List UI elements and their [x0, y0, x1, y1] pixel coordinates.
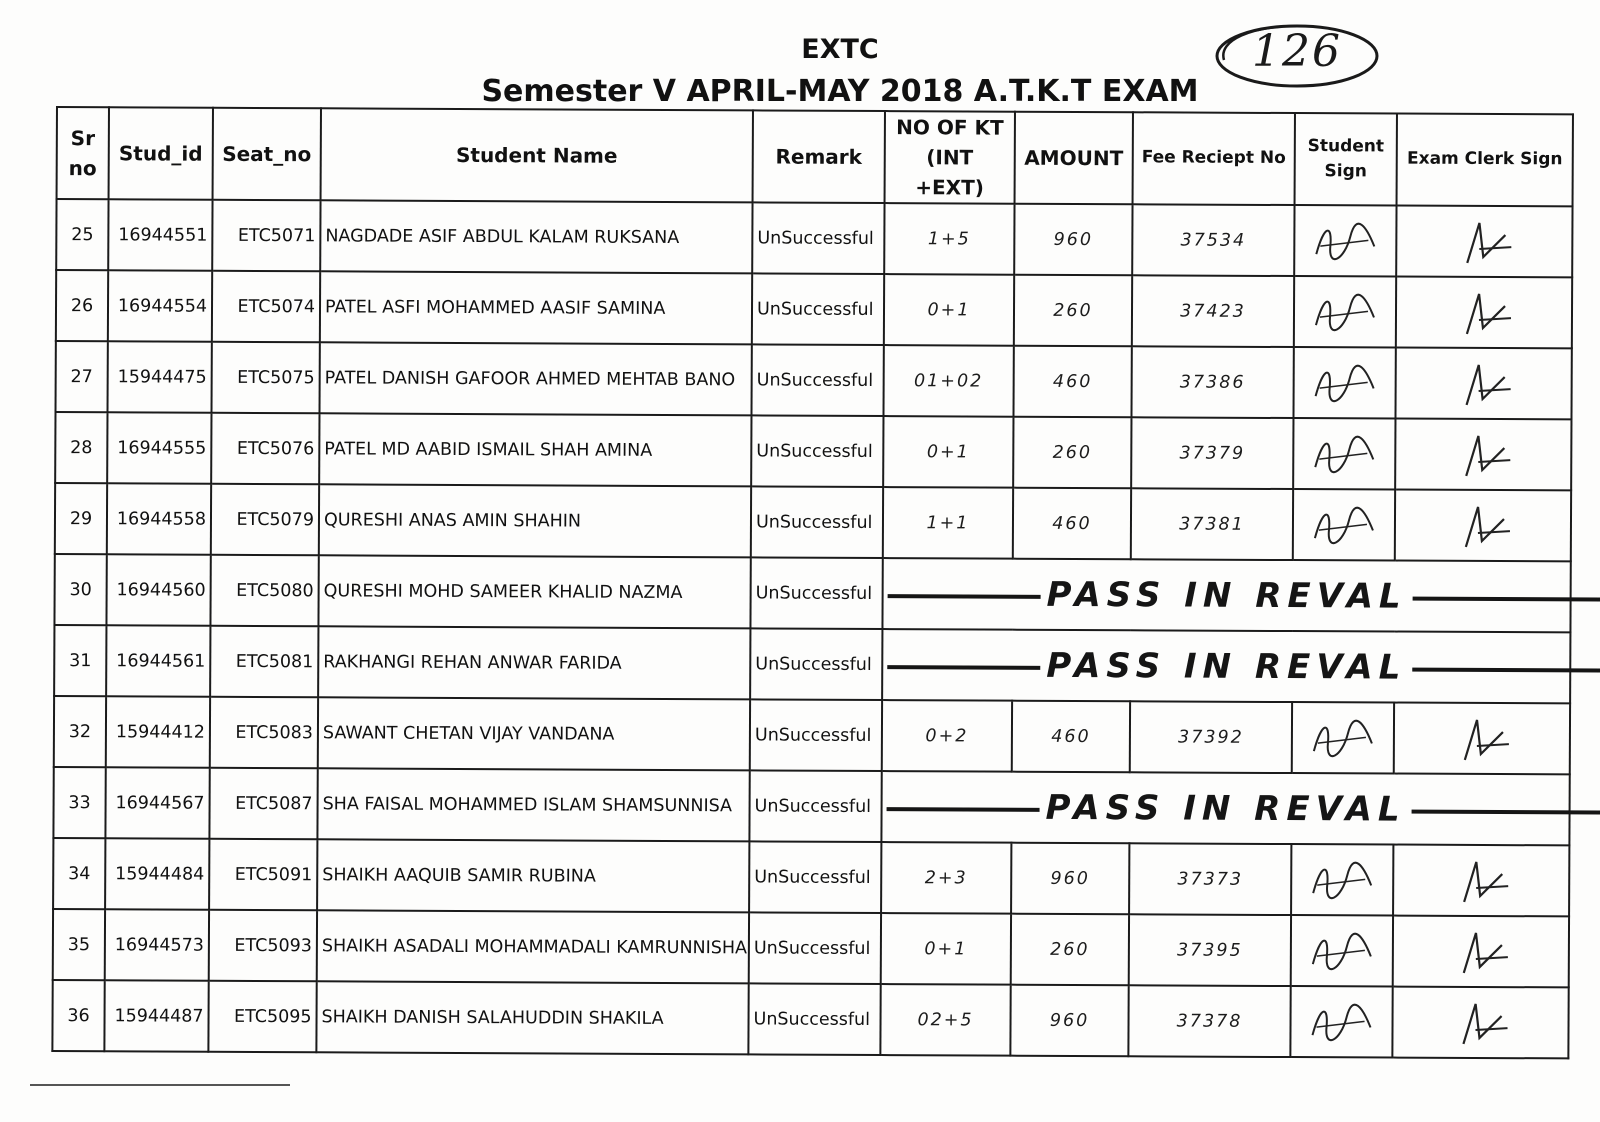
student-signature-icon — [1310, 231, 1380, 251]
sr-no-cell: 32 — [54, 696, 106, 767]
seat-no-cell: ETC5095 — [208, 981, 316, 1053]
amount-cell: 260 — [1013, 417, 1131, 489]
seat-no-cell: ETC5087 — [209, 768, 317, 840]
stud-id-cell: 16944554 — [108, 270, 212, 342]
clerk-signature-cell — [1396, 206, 1572, 278]
fee-receipt-cell: 37392 — [1130, 701, 1292, 773]
seat-no-cell: ETC5076 — [211, 413, 319, 485]
sr-no-cell: 31 — [54, 625, 106, 696]
kt-count-cell: 01+02 — [883, 345, 1013, 417]
seat-no-cell: ETC5091 — [209, 839, 317, 911]
table-row — [55, 483, 1571, 561]
student-signature-icon — [1306, 1012, 1376, 1032]
remark-cell: UnSuccessful — [752, 273, 884, 345]
reval-note: PASS IN REVAL — [1039, 787, 1411, 829]
seat-no-cell: ETC5093 — [209, 910, 317, 982]
student-signature-cell — [1292, 702, 1394, 773]
col-remark: Remark — [753, 110, 885, 203]
remark-cell: UnSuccessful — [749, 841, 881, 913]
kt-count-cell: 1+1 — [883, 487, 1013, 559]
student-name-cell: RAKHANGI REHAN ANWAR FARIDA — [318, 626, 750, 699]
reval-note-cell — [882, 558, 1570, 632]
stud-id-cell: 16944558 — [107, 483, 211, 555]
sr-no-cell: 36 — [52, 980, 104, 1051]
remark-cell: UnSuccessful — [751, 415, 883, 487]
col-amount: AMOUNT — [1015, 112, 1133, 205]
stud-id-cell: 15944475 — [108, 341, 212, 413]
student-name-cell: PATEL ASFI MOHAMMED AASIF SAMINA — [320, 271, 752, 344]
stud-id-cell: 16944560 — [106, 554, 210, 626]
col-student-sign: Student Sign — [1295, 113, 1397, 205]
table-row — [53, 909, 1569, 987]
page-number-mark — [1212, 20, 1382, 90]
student-name-cell: SHAIKH AAQUIB SAMIR RUBINA — [317, 839, 749, 912]
student-signature-icon — [1310, 302, 1380, 322]
reval-note-cell — [882, 629, 1570, 703]
student-signature-icon — [1307, 941, 1377, 961]
clerk-signature-cell — [1395, 490, 1571, 562]
stud-id-cell: 16944567 — [105, 767, 209, 839]
exam-title: Semester V APRIL-MAY 2018 A.T.K.T EXAM — [481, 74, 1199, 109]
amount-cell: 260 — [1011, 914, 1129, 986]
sr-no-cell: 30 — [54, 554, 106, 625]
fee-receipt-cell: 37423 — [1132, 275, 1294, 347]
student-name-cell: SHAIKH DANISH SALAHUDDIN SHAKILA — [316, 981, 748, 1054]
seat-no-cell: ETC5083 — [210, 697, 318, 769]
stud-id-cell: 16944561 — [106, 625, 210, 697]
remark-cell: UnSuccessful — [750, 557, 882, 629]
student-name-cell: QURESHI ANAS AMIN SHAHIN — [319, 484, 751, 557]
remark-cell: UnSuccessful — [751, 344, 883, 416]
clerk-signature-cell — [1392, 987, 1568, 1059]
roster-body — [52, 199, 1572, 1058]
stud-id-cell: 15944412 — [106, 696, 210, 768]
col-no-of-kt: NO OF KT (INT +EXT) — [885, 111, 1015, 204]
sr-no-cell: 25 — [56, 199, 108, 270]
sr-no-cell: 29 — [55, 483, 107, 554]
kt-count-cell: 0+1 — [884, 274, 1014, 346]
reval-note: PASS IN REVAL — [1040, 574, 1412, 616]
fee-receipt-cell: 37534 — [1132, 204, 1294, 276]
clerk-signature-icon — [1446, 870, 1516, 890]
fee-receipt-cell: 37381 — [1131, 488, 1293, 560]
student-signature-cell — [1294, 276, 1396, 347]
amount-cell: 960 — [1011, 843, 1129, 915]
amount-cell: 960 — [1014, 204, 1132, 276]
remark-cell: UnSuccessful — [748, 983, 880, 1055]
seat-no-cell: ETC5080 — [210, 555, 318, 627]
table-row — [52, 980, 1568, 1058]
student-roster-table — [51, 106, 1574, 1059]
clerk-signature-cell — [1395, 348, 1571, 420]
stud-id-cell: 15944487 — [104, 980, 208, 1052]
student-signature-cell — [1291, 844, 1393, 915]
stud-id-cell: 15944484 — [105, 838, 209, 910]
student-signature-cell — [1293, 418, 1395, 489]
remark-cell: UnSuccessful — [752, 202, 884, 274]
clerk-signature-icon — [1449, 231, 1519, 251]
kt-count-cell: 0+1 — [881, 913, 1011, 985]
fee-receipt-cell: 37386 — [1131, 346, 1293, 418]
sr-no-cell: 33 — [53, 767, 105, 838]
col-student-name: Student Name — [321, 108, 753, 202]
seat-no-cell: ETC5074 — [212, 271, 320, 343]
remark-cell: UnSuccessful — [751, 486, 883, 558]
student-signature-cell — [1290, 986, 1392, 1057]
remark-cell: UnSuccessful — [749, 770, 881, 842]
student-signature-icon — [1309, 515, 1379, 535]
student-signature-icon — [1309, 444, 1379, 464]
amount-cell: 460 — [1013, 346, 1131, 418]
fee-receipt-cell: 37378 — [1128, 985, 1290, 1057]
kt-count-cell: 2+3 — [881, 842, 1011, 914]
stud-id-cell: 16944551 — [108, 199, 212, 271]
seat-no-cell: ETC5071 — [212, 200, 320, 272]
student-name-cell: QURESHI MOHD SAMEER KHALID NAZMA — [318, 555, 750, 628]
student-signature-cell — [1294, 205, 1396, 276]
clerk-signature-cell — [1396, 277, 1572, 349]
amount-cell: 960 — [1010, 985, 1128, 1057]
student-signature-icon — [1310, 373, 1380, 393]
col-clerk-sign: Exam Clerk Sign — [1397, 114, 1573, 207]
clerk-signature-icon — [1445, 1012, 1515, 1032]
stud-id-cell: 16944555 — [107, 412, 211, 484]
clerk-signature-icon — [1447, 728, 1517, 748]
stud-id-cell: 16944573 — [105, 909, 209, 981]
student-signature-icon — [1307, 870, 1377, 890]
col-fee-receipt: Fee Reciept No — [1133, 112, 1295, 205]
table-row — [56, 341, 1572, 419]
kt-count-cell: 0+2 — [882, 700, 1012, 772]
table-row — [54, 696, 1570, 774]
table-row — [53, 767, 1569, 845]
table-row — [56, 270, 1572, 348]
table-row — [55, 412, 1571, 490]
page-number: 126 — [1252, 26, 1342, 77]
student-name-cell: PATEL MD AABID ISMAIL SHAH AMINA — [319, 413, 751, 486]
clerk-signature-cell — [1395, 419, 1571, 491]
table-row — [54, 625, 1570, 703]
clerk-signature-icon — [1449, 302, 1519, 322]
remark-cell: UnSuccessful — [750, 699, 882, 771]
fee-receipt-cell: 37373 — [1129, 843, 1291, 915]
student-signature-cell — [1293, 347, 1395, 418]
header-row — [57, 107, 1573, 206]
table-row — [54, 554, 1570, 632]
clerk-signature-icon — [1449, 373, 1519, 393]
student-signature-icon — [1308, 728, 1378, 748]
kt-count-cell: 1+5 — [884, 203, 1014, 275]
sr-no-cell: 35 — [53, 909, 105, 980]
kt-count-cell: 02+5 — [880, 984, 1010, 1056]
student-name-cell: PATEL DANISH GAFOOR AHMED MEHTAB BANO — [320, 342, 752, 415]
amount-cell: 460 — [1012, 701, 1130, 773]
sr-no-cell: 28 — [55, 412, 107, 483]
clerk-signature-icon — [1448, 444, 1518, 464]
table-row — [53, 838, 1569, 916]
col-stud-id: Stud_id — [109, 107, 213, 200]
sr-no-cell: 26 — [56, 270, 108, 341]
seat-no-cell: ETC5075 — [212, 342, 320, 414]
reval-note-cell — [881, 771, 1569, 845]
sr-no-cell: 34 — [53, 838, 105, 909]
kt-count-cell: 0+1 — [883, 416, 1013, 488]
seat-no-cell: ETC5081 — [210, 626, 318, 698]
student-name-cell: SHA FAISAL MOHAMMED ISLAM SHAMSUNNISA — [317, 768, 749, 841]
clerk-signature-icon — [1448, 515, 1518, 535]
student-signature-cell — [1291, 915, 1393, 986]
col-sr-no: Sr no — [57, 107, 109, 199]
remark-cell: UnSuccessful — [750, 628, 882, 700]
reval-note: PASS IN REVAL — [1040, 645, 1412, 687]
amount-cell: 460 — [1013, 488, 1131, 560]
student-name-cell: SAWANT CHETAN VIJAY VANDANA — [318, 697, 750, 770]
student-name-cell: SHAIKH ASADALI MOHAMMADALI KAMRUNNISHA — [317, 910, 749, 983]
clerk-signature-cell — [1393, 916, 1569, 988]
sr-no-cell: 27 — [56, 341, 108, 412]
fee-receipt-cell: 37379 — [1131, 417, 1293, 489]
fee-receipt-cell: 37395 — [1129, 914, 1291, 986]
clerk-signature-icon — [1446, 941, 1516, 961]
remark-cell: UnSuccessful — [749, 912, 881, 984]
col-seat-no: Seat_no — [213, 108, 321, 201]
seat-no-cell: ETC5079 — [211, 484, 319, 556]
department-heading: EXTC — [801, 34, 879, 65]
clerk-signature-cell — [1393, 845, 1569, 917]
clerk-signature-cell — [1394, 703, 1570, 775]
amount-cell: 260 — [1014, 275, 1132, 347]
bottom-rule — [30, 1084, 290, 1086]
student-signature-cell — [1293, 489, 1395, 560]
table-row — [56, 199, 1572, 277]
student-name-cell: NAGDADE ASIF ABDUL KALAM RUKSANA — [320, 200, 752, 273]
